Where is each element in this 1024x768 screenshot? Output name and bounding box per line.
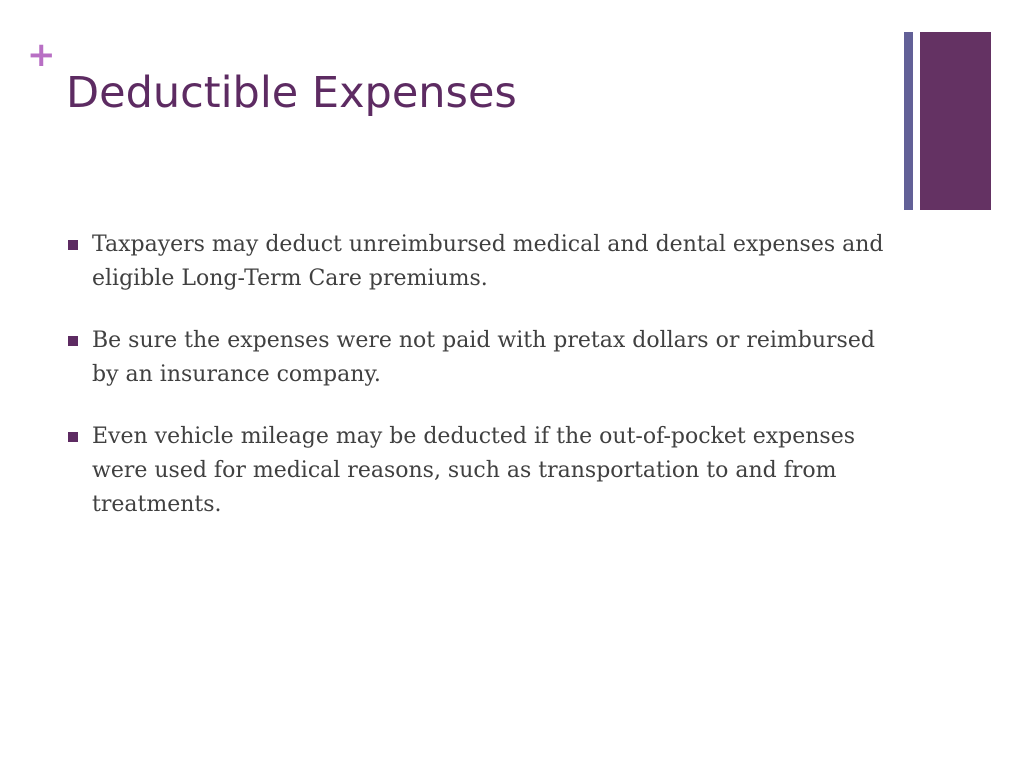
bullet-text: Be sure the expenses were not paid with pretax dollars or reimbursed by an insurance company. xyxy=(92,328,875,387)
square-bullet-icon xyxy=(68,240,78,250)
accent-bar-thin xyxy=(904,32,913,210)
bullet-text: Taxpayers may deduct unreimbursed medical and dental expenses and eligible Long-Term Care premiums. xyxy=(92,232,884,291)
square-bullet-icon xyxy=(68,432,78,442)
bullet-list xyxy=(68,228,888,550)
square-bullet-icon xyxy=(68,336,78,346)
bullet-item xyxy=(68,324,888,392)
accent-bar-thick xyxy=(920,32,991,210)
slide-title: Deductible Expenses xyxy=(66,68,517,118)
bullet-item xyxy=(68,420,888,522)
plus-icon: + xyxy=(27,35,56,75)
bullet-item xyxy=(68,228,888,296)
bullet-text: Even vehicle mileage may be deducted if the out-of-pocket expenses were used for medical reasons, such as transportation to and from treatments. xyxy=(92,424,856,517)
